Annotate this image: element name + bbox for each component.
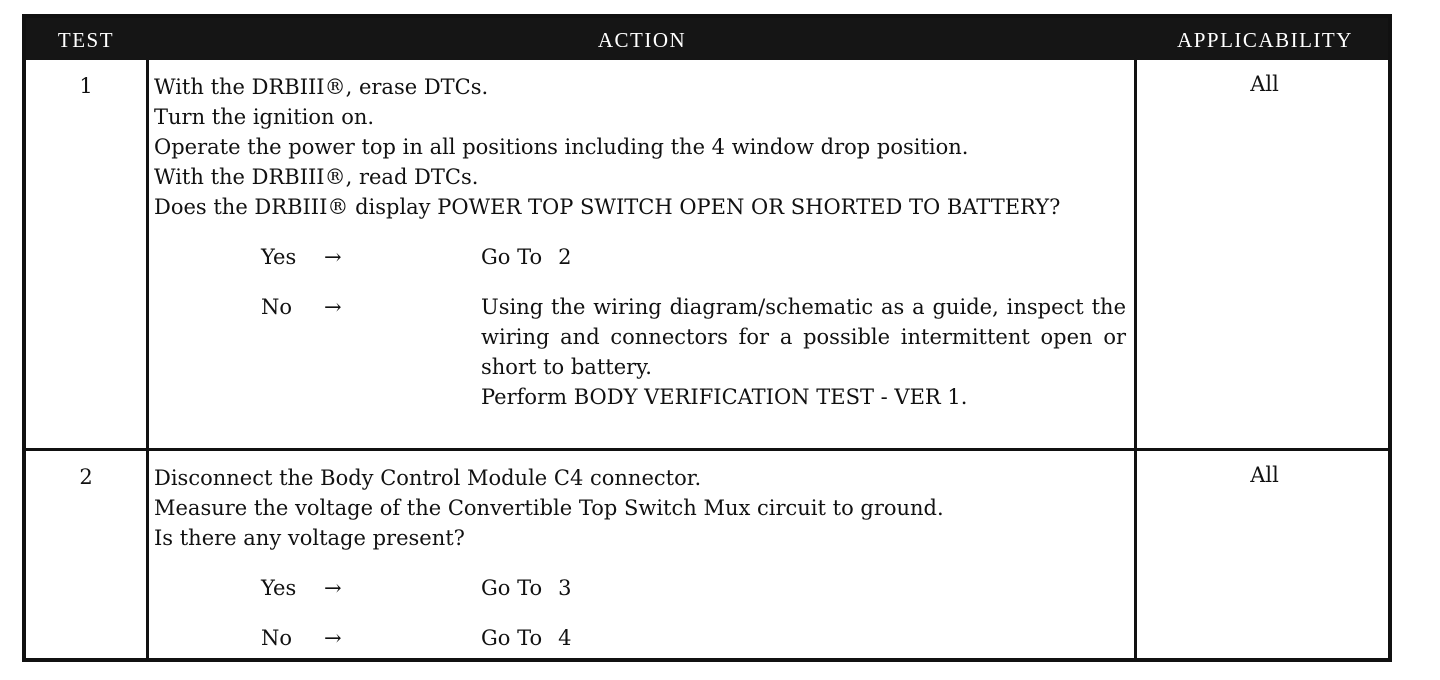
action-step: Operate the power top in all positions including the 4 window drop position. [154, 135, 969, 159]
yes-label: Yes [261, 576, 297, 600]
goto-text: Go To [481, 576, 543, 600]
action-step: With the DRBIII®, read DTCs. [154, 165, 479, 189]
action-question: Does the DRBIII® display POWER TOP SWITCH OPEN OR SHORTED TO BATTERY? [154, 195, 1061, 219]
perform-instruction: Perform BODY VERIFICATION TEST - VER 1. [481, 385, 968, 409]
header-applicability: APPLICABILITY [1177, 28, 1353, 52]
goto-target: 3 [558, 576, 572, 600]
table-header [26, 18, 1388, 60]
diagnostic-test-table [22, 14, 1392, 662]
table-row [26, 60, 1388, 448]
arrow-right-icon: → [324, 295, 342, 319]
applicability-value: All [1250, 463, 1279, 487]
header-test: TEST [57, 28, 115, 52]
header-action: ACTION [597, 28, 687, 52]
goto-target: 4 [558, 626, 572, 650]
goto-text: Go To [481, 626, 543, 650]
test-number: 2 [79, 465, 93, 489]
action-step: Disconnect the Body Control Module C4 connector. [154, 466, 702, 490]
action-cell [154, 72, 1126, 412]
action-cell [154, 463, 1126, 653]
arrow-right-icon: → [324, 245, 342, 269]
arrow-right-icon: → [324, 576, 342, 600]
goto-text: Go To [481, 245, 543, 269]
action-step: Measure the voltage of the Convertible Top Switch Mux circuit to ground. [154, 496, 944, 520]
table-row [26, 451, 1388, 662]
yes-label: Yes [261, 245, 297, 269]
arrow-right-icon: → [324, 626, 342, 650]
no-label: No [261, 295, 293, 319]
yes-outcome [261, 242, 1126, 272]
no-result [481, 292, 1126, 412]
no-outcome [261, 623, 1126, 653]
no-label: No [261, 626, 293, 650]
no-result [481, 623, 1126, 653]
goto-target: 2 [558, 245, 572, 269]
action-step: With the DRBIII®, erase DTCs. [154, 75, 489, 99]
no-instruction: Using the wiring diagram/schematic as a guide, inspect the wiring and connectors for a possible intermittent open or short to battery. [481, 295, 1126, 379]
yes-result [481, 573, 1126, 603]
no-outcome [261, 292, 1126, 412]
yes-outcome [261, 573, 1126, 603]
action-step: Turn the ignition on. [154, 105, 375, 129]
action-question: Is there any voltage present? [154, 526, 465, 550]
yes-result [481, 242, 1126, 272]
test-number: 1 [79, 74, 93, 98]
applicability-value: All [1250, 72, 1279, 96]
